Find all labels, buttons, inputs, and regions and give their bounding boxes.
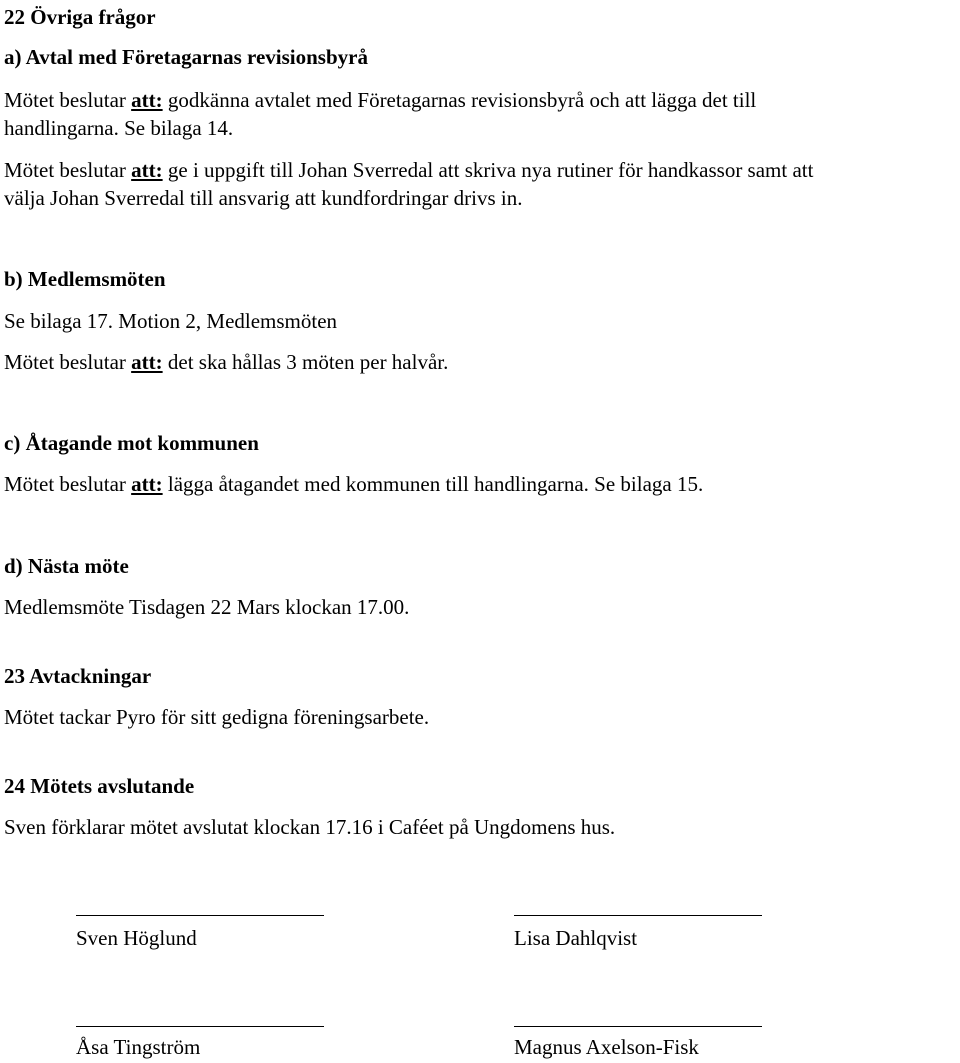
signature-name-2: Lisa Dahlqvist bbox=[514, 926, 638, 950]
decision-text: lägga åtagandet med kommunen till handlingarna. Se bilaga 15. bbox=[162, 472, 704, 496]
decision-text: det ska hållas 3 möten per halvår. bbox=[162, 350, 449, 374]
att-keyword: att: bbox=[131, 472, 163, 496]
section-22a-paragraph-1-line-1 bbox=[4, 86, 756, 114]
decision-prefix: Mötet beslutar bbox=[4, 158, 132, 182]
section-22a-paragraph-1-line-2: handlingarna. Se bilaga 14. bbox=[4, 116, 234, 140]
section-22d-heading: d) Nästa möte bbox=[4, 554, 129, 578]
signature-line-2 bbox=[514, 915, 762, 916]
decision-text: godkänna avtalet med Företagarnas revisionsbyrå och att lägga det till bbox=[162, 88, 757, 112]
signature-line-1 bbox=[76, 915, 324, 916]
section-22b-paragraph-2 bbox=[4, 348, 448, 376]
att-keyword: att: bbox=[131, 88, 163, 112]
signature-line-4 bbox=[514, 1026, 762, 1027]
decision-prefix: Mötet beslutar bbox=[4, 472, 132, 496]
section-22-heading: 22 Övriga frågor bbox=[4, 5, 156, 29]
section-22c-heading: c) Åtagande mot kommunen bbox=[4, 431, 259, 455]
section-22d-paragraph-1: Medlemsmöte Tisdagen 22 Mars klockan 17.00. bbox=[4, 595, 410, 619]
section-22a-paragraph-2-line-2: välja Johan Sverredal till ansvarig att kundfordringar drivs in. bbox=[4, 186, 523, 210]
section-24-heading: 24 Mötets avslutande bbox=[4, 774, 195, 798]
decision-prefix: Mötet beslutar bbox=[4, 350, 132, 374]
signature-name-4: Magnus Axelson-Fisk bbox=[514, 1035, 699, 1059]
signature-line-3 bbox=[76, 1026, 324, 1027]
decision-text: ge i uppgift till Johan Sverredal att skriva nya rutiner för handkassor samt att bbox=[162, 158, 814, 182]
section-24-paragraph-1: Sven förklarar mötet avslutat klockan 17.16 i Caféet på Ungdomens hus. bbox=[4, 815, 616, 839]
signature-name-1: Sven Höglund bbox=[76, 926, 197, 950]
section-22a-heading: a) Avtal med Företagarnas revisionsbyrå bbox=[4, 45, 368, 69]
section-22a-paragraph-2-line-1 bbox=[4, 156, 813, 184]
signature-name-3: Åsa Tingström bbox=[76, 1035, 201, 1059]
att-keyword: att: bbox=[131, 158, 163, 182]
decision-prefix: Mötet beslutar bbox=[4, 88, 132, 112]
section-23-heading: 23 Avtackningar bbox=[4, 664, 152, 688]
section-23-paragraph-1: Mötet tackar Pyro för sitt gedigna föreningsarbete. bbox=[4, 705, 430, 729]
section-22b-heading: b) Medlemsmöten bbox=[4, 267, 166, 291]
section-22b-paragraph-1: Se bilaga 17. Motion 2, Medlemsmöten bbox=[4, 309, 338, 333]
att-keyword: att: bbox=[131, 350, 163, 374]
section-22c-paragraph-1 bbox=[4, 470, 703, 498]
